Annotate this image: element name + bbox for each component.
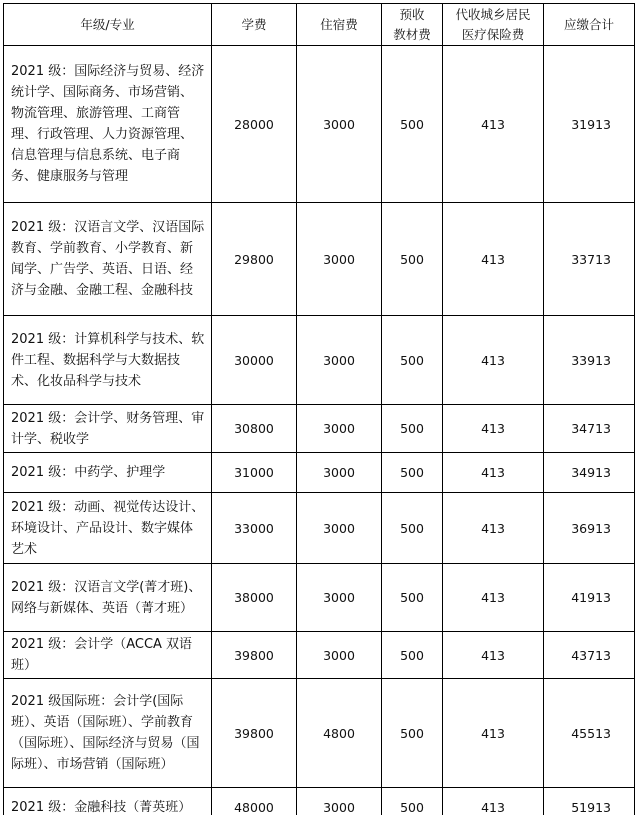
header-total: 应缴合计 <box>544 4 635 46</box>
tuition-cell: 39800 <box>212 632 297 679</box>
tuition-cell: 29800 <box>212 203 297 316</box>
textbook-cell: 500 <box>382 453 443 493</box>
table-row <box>4 564 635 632</box>
tuition-cell: 28000 <box>212 46 297 203</box>
table-row <box>4 46 635 203</box>
tuition-cell: 31000 <box>212 453 297 493</box>
major-cell: 2021 级：汉语言文学(菁才班)、网络与新媒体、英语（菁才班） <box>4 564 212 632</box>
header-grade-major: 年级/专业 <box>4 4 212 46</box>
total-cell: 43713 <box>544 632 635 679</box>
insurance-cell: 413 <box>443 493 544 564</box>
total-cell: 41913 <box>544 564 635 632</box>
insurance-cell: 413 <box>443 316 544 405</box>
major-cell: 2021 级：金融科技（菁英班） <box>4 788 212 815</box>
textbook-cell: 500 <box>382 679 443 788</box>
major-cell: 2021 级：中药学、护理学 <box>4 453 212 493</box>
total-cell: 34913 <box>544 453 635 493</box>
accommodation-cell: 3000 <box>297 493 382 564</box>
textbook-cell: 500 <box>382 493 443 564</box>
header-insurance-line2: 医疗保险费 <box>461 26 525 42</box>
total-cell: 45513 <box>544 679 635 788</box>
textbook-cell: 500 <box>382 203 443 316</box>
textbook-cell: 500 <box>382 316 443 405</box>
tuition-cell: 48000 <box>212 788 297 815</box>
total-cell: 36913 <box>544 493 635 564</box>
textbook-cell: 500 <box>382 788 443 815</box>
major-cell: 2021 级：会计学、财务管理、审计学、税收学 <box>4 405 212 453</box>
table-row <box>4 405 635 453</box>
accommodation-cell: 3000 <box>297 203 382 316</box>
total-cell: 34713 <box>544 405 635 453</box>
textbook-cell: 500 <box>382 46 443 203</box>
table-row <box>4 679 635 788</box>
header-accommodation: 住宿费 <box>297 4 382 46</box>
header-textbook-line1: 预收 <box>399 6 425 22</box>
tuition-cell: 39800 <box>212 679 297 788</box>
header-insurance <box>443 4 544 46</box>
total-cell: 51913 <box>544 788 635 815</box>
textbook-cell: 500 <box>382 632 443 679</box>
table-row <box>4 316 635 405</box>
insurance-cell: 413 <box>443 679 544 788</box>
table-row <box>4 788 635 815</box>
insurance-cell: 413 <box>443 203 544 316</box>
tuition-cell: 38000 <box>212 564 297 632</box>
accommodation-cell: 3000 <box>297 632 382 679</box>
major-cell: 2021 级国际班：会计学(国际班）、英语（国际班）、学前教育（国际班）、国际经济与贸易（国际班）、市场营销（国际班） <box>4 679 212 788</box>
total-cell: 33713 <box>544 203 635 316</box>
accommodation-cell: 4800 <box>297 679 382 788</box>
header-row <box>4 4 635 46</box>
tuition-cell: 30000 <box>212 316 297 405</box>
textbook-cell: 500 <box>382 405 443 453</box>
table-row <box>4 632 635 679</box>
major-cell: 2021 级：计算机科学与技术、软件工程、数据科学与大数据技术、化妆品科学与技术 <box>4 316 212 405</box>
tuition-cell: 33000 <box>212 493 297 564</box>
major-cell: 2021 级：汉语言文学、汉语国际教育、学前教育、小学教育、新闻学、广告学、英语、日语、经济与金融、金融工程、金融科技 <box>4 203 212 316</box>
accommodation-cell: 3000 <box>297 453 382 493</box>
header-insurance-line1: 代收城乡居民 <box>455 6 531 22</box>
table-row <box>4 453 635 493</box>
total-cell: 33913 <box>544 316 635 405</box>
insurance-cell: 413 <box>443 46 544 203</box>
insurance-cell: 413 <box>443 564 544 632</box>
accommodation-cell: 3000 <box>297 46 382 203</box>
fee-table <box>3 3 635 815</box>
major-cell: 2021 级：国际经济与贸易、经济统计学、国际商务、市场营销、物流管理、旅游管理、工商管理、行政管理、人力资源管理、信息管理与信息系统、电子商务、健康服务与管理 <box>4 46 212 203</box>
accommodation-cell: 3000 <box>297 405 382 453</box>
textbook-cell: 500 <box>382 564 443 632</box>
table-row <box>4 493 635 564</box>
accommodation-cell: 3000 <box>297 788 382 815</box>
header-textbook <box>382 4 443 46</box>
total-cell: 31913 <box>544 46 635 203</box>
tuition-cell: 30800 <box>212 405 297 453</box>
header-tuition: 学费 <box>212 4 297 46</box>
header-textbook-line2: 教材费 <box>393 26 431 42</box>
insurance-cell: 413 <box>443 788 544 815</box>
major-cell: 2021 级：动画、视觉传达设计、环境设计、产品设计、数字媒体艺术 <box>4 493 212 564</box>
insurance-cell: 413 <box>443 453 544 493</box>
table-row <box>4 203 635 316</box>
accommodation-cell: 3000 <box>297 564 382 632</box>
insurance-cell: 413 <box>443 405 544 453</box>
insurance-cell: 413 <box>443 632 544 679</box>
accommodation-cell: 3000 <box>297 316 382 405</box>
major-cell: 2021 级：会计学（ACCA 双语班） <box>4 632 212 679</box>
